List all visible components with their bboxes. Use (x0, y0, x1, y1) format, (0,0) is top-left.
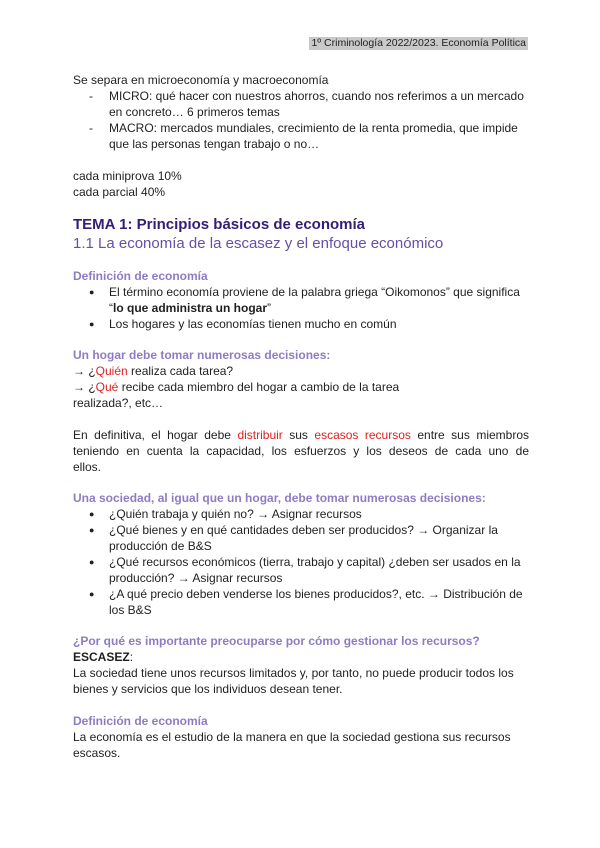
question-text: realiza cada tarea? (127, 364, 234, 378)
section-heading: Un hogar debe tomar numerosas decisiones: (73, 348, 331, 362)
colon: : (129, 650, 134, 664)
document-body (73, 72, 529, 761)
list-item: ● Los hogares y las economías tienen mucho en común (73, 316, 529, 332)
list-item (73, 284, 529, 316)
highlight-word: Quién (95, 364, 128, 378)
list-item: - MACRO: mercados mundiales, crecimiento de la renta promedia, que impide que las personas tengan trabajo o no… (73, 120, 529, 152)
paragraph-text: entre sus miembros teniendo en cuenta la capacidad, los esfuerzos y los deseos de cada uno de ellos. (73, 428, 530, 474)
paragraph: La economía es el estudio de la manera en que la sociedad gestiona sus recursos escasos. (73, 730, 511, 760)
page-header: 1º Criminología 2022/2023. Economía Política (311, 37, 526, 49)
grading-line: cada parcial 40% (73, 185, 166, 199)
list-item-text: El término economía proviene de la palabra griega “Oikomonos” que significa “ (109, 285, 520, 315)
section-heading: Definición de economía (73, 714, 208, 728)
highlight-word: distribuir (237, 428, 283, 442)
highlight-word: Qué (95, 380, 119, 394)
question-line (73, 363, 529, 379)
list-item: ● ¿A qué precio deben venderse los bienes producidos?, etc. → Distribución de los B&S (73, 586, 529, 618)
highlight-word: escasos recursos (314, 428, 411, 442)
grading-line: cada miniprova 10% (73, 169, 182, 183)
tema-title: TEMA 1: Principios básicos de economía (73, 216, 366, 233)
intro-line: Se separa en microeconomía y macroeconomía (73, 73, 329, 87)
paragraph: La sociedad tiene unos recursos limitados y, por tanto, no puede producir todos los bienes y servicios que los individuos desean tener. (73, 666, 514, 696)
bold-label: ESCASEZ (73, 650, 130, 664)
definition-list (73, 284, 529, 332)
section-heading: Una sociedad, al igual que un hogar, debe tomar numerosas decisiones: (73, 491, 486, 505)
question-text: recibe cada miembro del hogar a cambio de la tarea realizada?, etc… (73, 380, 400, 410)
decision-list (73, 506, 529, 618)
list-item: ● ¿Qué recursos económicos (tierra, trabajo y capital) ¿deben ser usados en la producción? → Asignar recursos (73, 554, 529, 586)
question-line (73, 379, 403, 411)
list-item-text: ” (267, 301, 272, 315)
intro-list (73, 88, 529, 152)
list-item: ● ¿Quién trabaja y quién no? → Asignar recursos (73, 506, 529, 522)
list-item: ● ¿Qué bienes y en qué cantidades deben ser producidos? → Organizar la producción de B&S (73, 522, 529, 554)
section-heading: ¿Por qué es importante preocuparse por cómo gestionar los recursos? (73, 634, 480, 648)
list-item: - MICRO: qué hacer con nuestros ahorros, cuando nos referimos a un mercado en concreto… 6 primeros temas (73, 88, 529, 120)
paragraph-text: En definitiva, el hogar debe (73, 428, 238, 442)
tema-subtitle: 1.1 La economía de la escasez y el enfoque económico (73, 235, 444, 252)
bold-phrase: lo que administra un hogar (113, 301, 268, 315)
arrow-icon: → ¿ (73, 380, 96, 394)
scarcity-label (73, 649, 529, 665)
paragraph-text: sus (282, 428, 315, 442)
section-heading: Definición de economía (73, 269, 208, 283)
arrow-icon: → ¿ (73, 364, 96, 378)
paragraph (73, 427, 529, 475)
